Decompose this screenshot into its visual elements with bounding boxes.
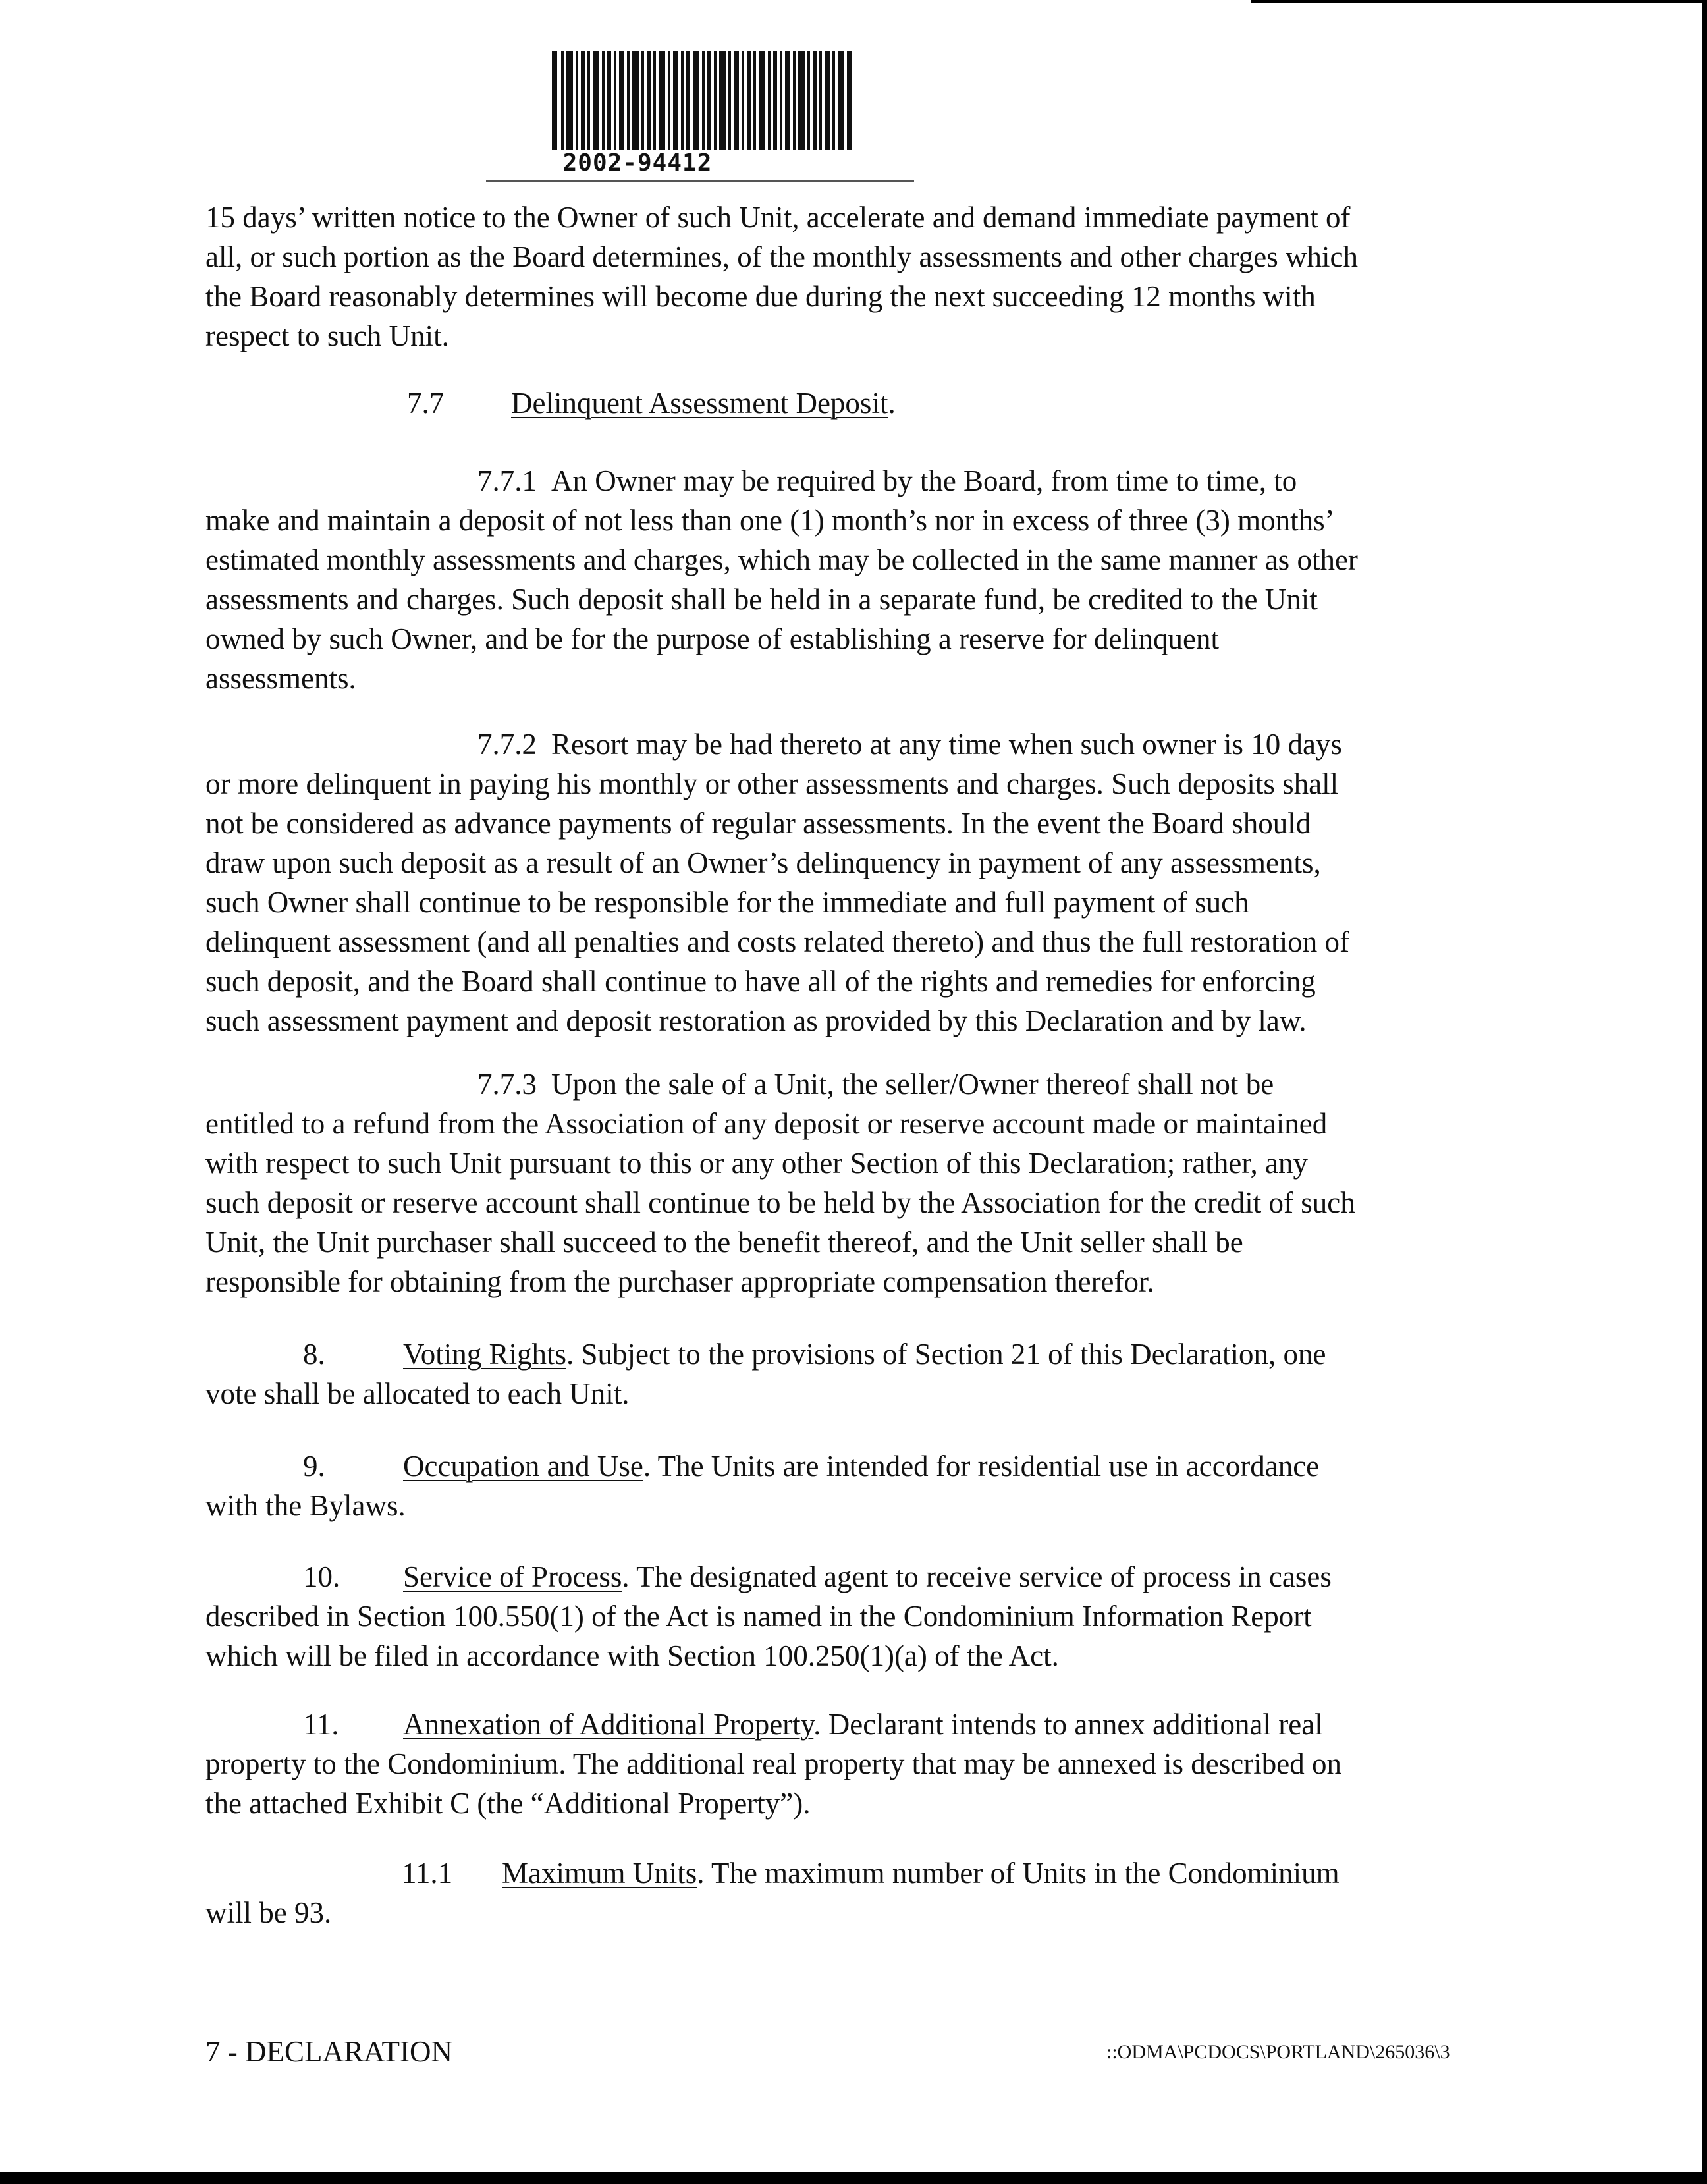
- first-line: [205, 1557, 1490, 1597]
- text-line: . The designated agent to receive service of process in cases: [622, 1560, 1332, 1593]
- section-7-7-3: [205, 1064, 1490, 1301]
- text-line: such deposit or reserve account shall continue to be held by the Association for the credit of such: [205, 1186, 1355, 1219]
- barcode-number: 2002-94412: [562, 150, 713, 177]
- section-title: Maximum Units: [502, 1857, 697, 1890]
- text-line: with respect to such Unit pursuant to this or any other Section of this Declaration; rather, any: [205, 1147, 1309, 1180]
- text-line: . Declarant intends to annex additional real: [813, 1708, 1323, 1741]
- section-9: [205, 1446, 1490, 1525]
- text-line: not be considered as advance payments of regular assessments. In the event the Board should: [205, 807, 1311, 840]
- text-line: with the Bylaws.: [205, 1489, 406, 1522]
- barcode-icon: [552, 51, 855, 150]
- text-line: Unit, the Unit purchaser shall succeed to the benefit thereof, and the Unit seller shall be: [205, 1226, 1243, 1259]
- section-number: 7.7.2: [477, 728, 537, 761]
- section-title: Delinquent Assessment Deposit: [511, 387, 888, 420]
- text-line: . Subject to the provisions of Section 21 of this Declaration, one: [566, 1338, 1326, 1371]
- text-line: will be 93.: [205, 1896, 332, 1929]
- text-line: respect to such Unit.: [205, 319, 449, 352]
- scan-edge-top: [1251, 0, 1707, 3]
- text-line: property to the Condominium. The additional real property that may be annexed is described on: [205, 1747, 1341, 1780]
- text-line: . The maximum number of Units in the Condominium: [697, 1857, 1340, 1890]
- first-line: [205, 1446, 1490, 1486]
- section-8: [205, 1334, 1490, 1413]
- section-title: Occupation and Use: [403, 1450, 643, 1483]
- text-line: described in Section 100.550(1) of the Act is named in the Condominium Information Report: [205, 1600, 1312, 1633]
- section-11: [205, 1705, 1490, 1823]
- first-line: [205, 1705, 1490, 1744]
- section-11-1: [205, 1853, 1490, 1932]
- text-line: delinquent assessment (and all penalties and costs related thereto) and thus the full restoration of: [205, 925, 1349, 958]
- text-line: estimated monthly assessments and charges, which may be collected in the same manner as other: [205, 543, 1358, 576]
- intro-paragraph: [205, 198, 1490, 356]
- first-line: [205, 724, 1490, 764]
- text-line: 15 days’ written notice to the Owner of such Unit, accelerate and demand immediate payment of: [205, 201, 1351, 234]
- section-7-7-1: [205, 461, 1490, 698]
- text-line: the Board reasonably determines will become due during the next succeeding 12 months with: [205, 280, 1316, 313]
- barcode: [552, 51, 855, 177]
- text-line: all, or such portion as the Board determines, of the monthly assessments and other charges which: [205, 240, 1359, 273]
- section-number: 7.7.1: [477, 464, 537, 497]
- section-title: Service of Process: [403, 1560, 622, 1593]
- page-footer-doc-path: ::ODMA\PCDOCS\PORTLAND\265036\3: [1106, 2041, 1450, 2063]
- section-10: [205, 1557, 1490, 1676]
- text-line: Upon the sale of a Unit, the seller/Owner thereof shall not be: [551, 1068, 1274, 1101]
- text-line: such assessment payment and deposit restoration as provided by this Declaration and by law.: [205, 1004, 1307, 1037]
- scan-edge-right: [1702, 0, 1707, 2184]
- section-number: 8.: [303, 1338, 325, 1371]
- text-line: assessments.: [205, 662, 356, 695]
- text-line: entitled to a refund from the Association of any deposit or reserve account made or maintained: [205, 1107, 1328, 1140]
- scan-edge-bottom: [0, 2172, 1707, 2184]
- text-line: the attached Exhibit C (the “Additional Property”).: [205, 1787, 811, 1820]
- page-footer-label: 7 - DECLARATION: [205, 2035, 452, 2068]
- section-number: 11.: [303, 1708, 339, 1741]
- first-line: [205, 461, 1490, 501]
- first-line: [205, 1334, 1490, 1374]
- text-line: make and maintain a deposit of not less than one (1) month’s nor in excess of three (3) months’: [205, 504, 1335, 537]
- first-line: [205, 1853, 1490, 1893]
- text-line: such Owner shall continue to be responsible for the immediate and full payment of such: [205, 886, 1249, 919]
- section-number: 10.: [303, 1560, 340, 1593]
- text-line: which will be filed in accordance with Section 100.250(1)(a) of the Act.: [205, 1639, 1059, 1672]
- barcode-rule: [486, 180, 914, 182]
- text-line: or more delinquent in paying his monthly or other assessments and charges. Such deposits shall: [205, 767, 1339, 800]
- section-number: 11.1: [402, 1857, 453, 1890]
- first-line: [205, 1064, 1490, 1104]
- section-number: 7.7.3: [477, 1068, 537, 1101]
- section-title: Annexation of Additional Property: [403, 1708, 814, 1741]
- text-line: . The Units are intended for residential use in accordance: [643, 1450, 1320, 1483]
- text-line: owned by such Owner, and be for the purpose of establishing a reserve for delinquent: [205, 622, 1219, 655]
- section-7-7-2: [205, 724, 1490, 1041]
- section-title-suffix: .: [888, 387, 896, 420]
- text-line: vote shall be allocated to each Unit.: [205, 1377, 630, 1410]
- section-7-7-heading: [407, 383, 896, 423]
- text-line: responsible for obtaining from the purchaser appropriate compensation therefor.: [205, 1265, 1154, 1298]
- text-line: assessments and charges. Such deposit shall be held in a separate fund, be credited to the Unit: [205, 583, 1318, 616]
- text-line: Resort may be had thereto at any time when such owner is 10 days: [551, 728, 1342, 761]
- section-number: 9.: [303, 1450, 325, 1483]
- text-line: An Owner may be required by the Board, from time to time, to: [551, 464, 1297, 497]
- section-title: Voting Rights: [403, 1338, 566, 1371]
- text-line: draw upon such deposit as a result of an Owner’s delinquency in payment of any assessments,: [205, 846, 1321, 879]
- section-number: 7.7: [407, 387, 445, 420]
- text-line: such deposit, and the Board shall continue to have all of the rights and remedies for enforcing: [205, 965, 1316, 998]
